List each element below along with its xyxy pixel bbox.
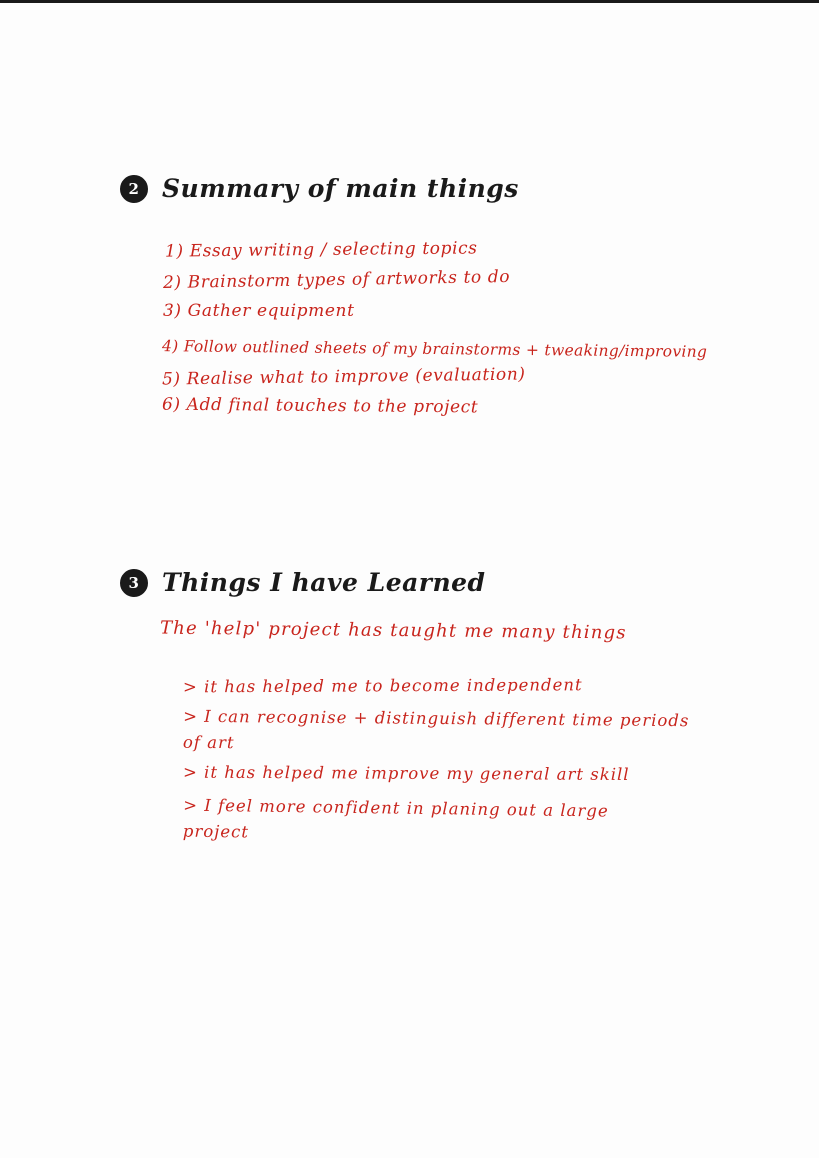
summary-item: 4) Follow outlined sheets of my brainstorms + tweaking/improving xyxy=(161,337,708,361)
section-heading-summary xyxy=(120,174,519,203)
section-number-badge: 2 xyxy=(120,175,148,203)
scan-edge xyxy=(0,0,819,3)
summary-item: 2) Brainstorm types of artworks to do xyxy=(162,266,511,294)
learned-item: > I feel more confident in planing out a large project xyxy=(182,795,609,842)
learned-item: > I can recognise + distinguish different time periods of art xyxy=(182,706,690,753)
summary-item: 1) Essay writing / selecting topics xyxy=(164,238,478,262)
section-title: Summary of main things xyxy=(162,174,519,203)
summary-item: 5) Realise what to improve (evaluation) xyxy=(161,364,526,390)
section-heading-learned xyxy=(120,568,486,597)
summary-item: 3) Gather equipment xyxy=(163,301,355,321)
section-title: Things I have Learned xyxy=(162,568,486,597)
learned-item: > it has helped me improve my general art skill xyxy=(182,762,630,784)
learned-item: > it has helped me to become independent xyxy=(182,675,583,697)
learned-intro: The 'help' project has taught me many things xyxy=(159,617,627,644)
section-number-badge: 3 xyxy=(120,569,148,597)
summary-item: 6) Add final touches to the project xyxy=(161,394,479,418)
